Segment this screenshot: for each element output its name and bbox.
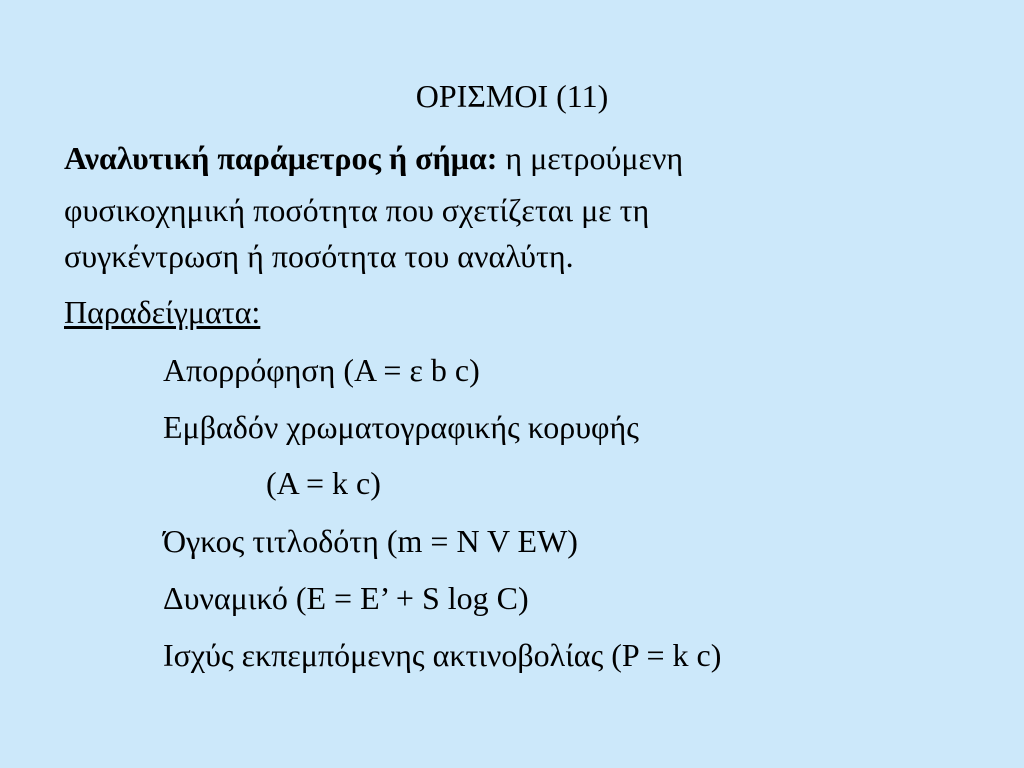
definition-line-2: φυσικοχημική ποσότητα που σχετίζεται με τη [64,192,650,228]
example-item: Δυναμικό (E = E’ + S log C) [163,580,529,616]
examples-heading: Παραδείγματα: [64,294,261,330]
definition-line-1 [64,138,683,178]
slide-title: ΟΡΙΣΜΟΙ (11) [415,78,609,114]
example-item: Ισχύς εκπεμπόμενης ακτινοβολίας (P = k c) [163,637,722,673]
example-item-continuation: (A = k c) [266,465,381,501]
definition-line-3: συγκέντρωση ή ποσότητα του αναλύτη. [64,238,574,274]
example-item: Όγκος τιτλοδότη (m = N V EW) [163,523,578,559]
example-item: Απορρόφηση (A = ε b c) [163,352,480,388]
definition-text-1: η μετρούμενη [505,140,684,176]
example-item: Εμβαδόν χρωματογραφικής κορυφής [163,409,639,445]
definition-term: Αναλυτική παράμετρος ή σήμα: [64,140,498,176]
